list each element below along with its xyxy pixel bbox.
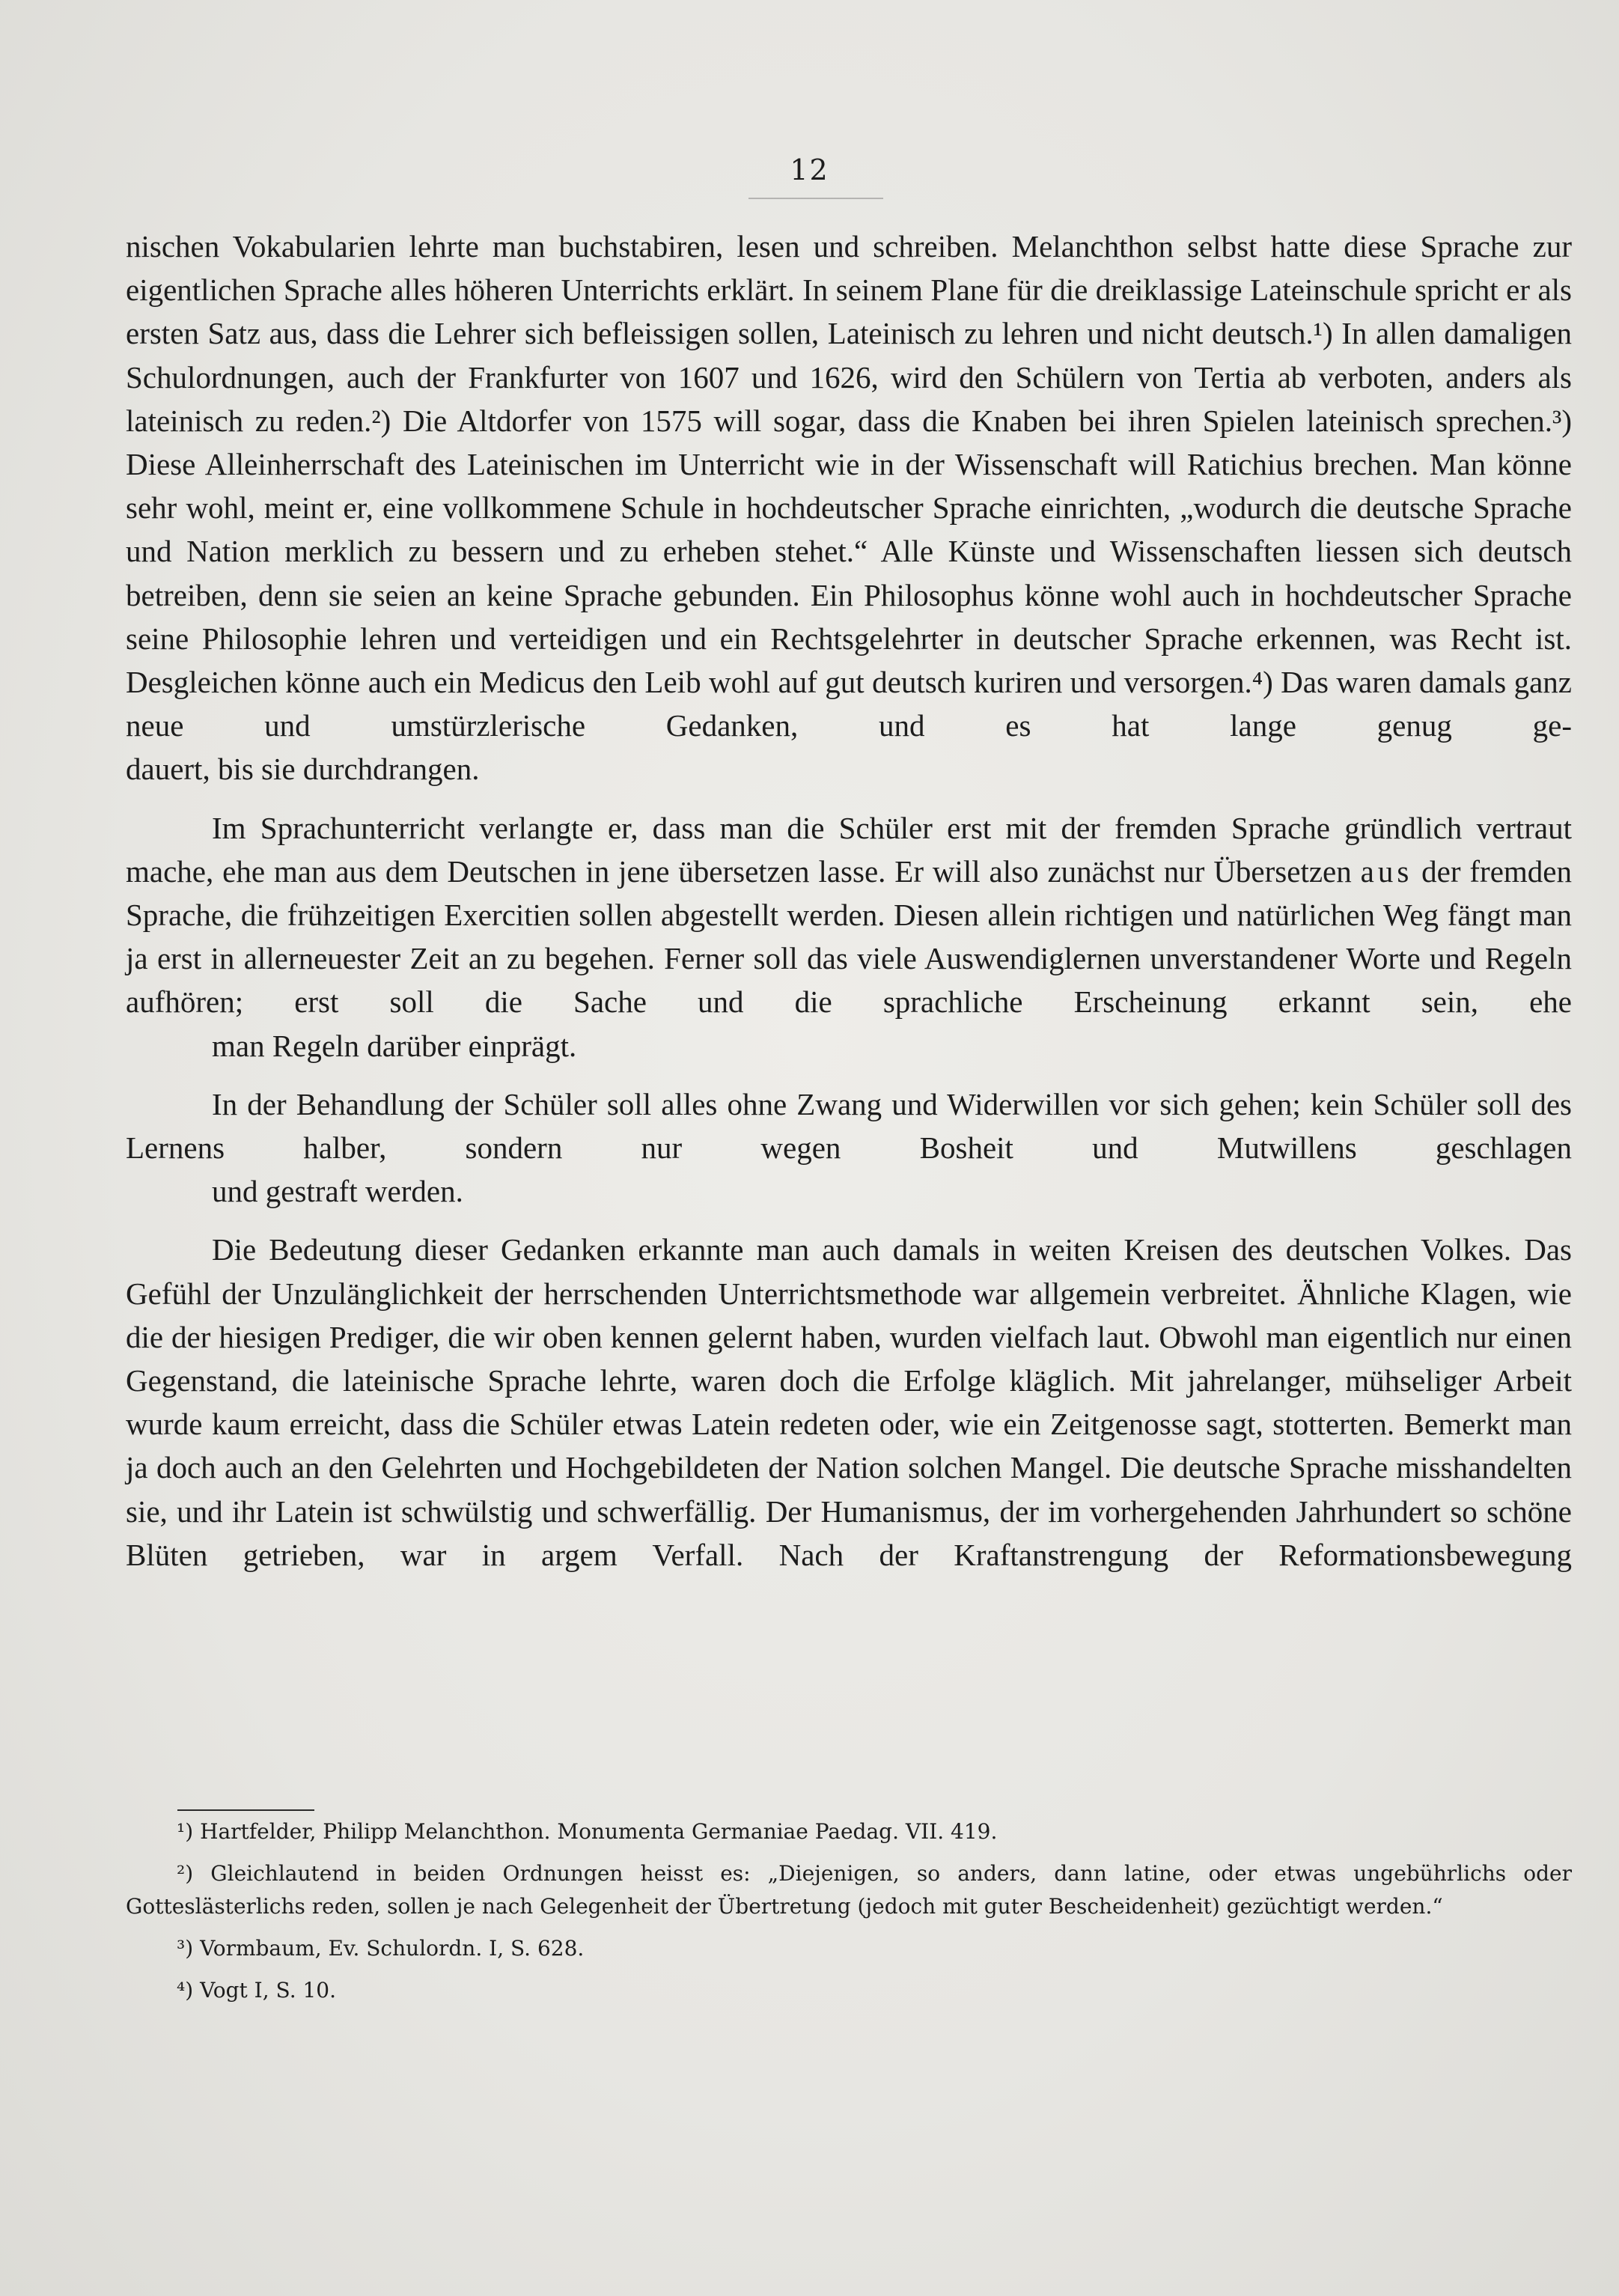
footnote-separator	[177, 1809, 314, 1811]
footnote-2-mark: ²)	[177, 1861, 194, 1886]
paragraph-4	[126, 1228, 1572, 1577]
paragraph-3-last-line: und gestraft werden.	[212, 1174, 463, 1209]
page-number: 12	[790, 153, 829, 186]
main-text	[126, 225, 1572, 1577]
paragraph-2-text-a: Im Sprachunterricht verlangte er, dass man die Schüler erst mit der fremden Sprache gründlich vertraut mache, ehe man aus dem Deutschen in jene übersetzen lasse. Er will also zunächst nur Übersetzen	[126, 810, 1572, 889]
paragraph-2-emphasis-aus: aus	[1360, 853, 1413, 889]
paragraph-1	[126, 225, 1572, 791]
footnote-1-mark: ¹)	[177, 1819, 194, 1844]
footnote-1	[126, 1815, 1572, 1848]
paragraph-4-text: Die Bedeutung dieser Gedanken erkannte man auch damals in weiten Kreisen des deutschen Volkes. Das Gefühl der Unzulänglichkeit der herrschenden Unterrichtsmethode war allgemein verbreitet. Ähnliche Klagen, wie die der hiesigen Prediger, die wir oben kennen gelernt haben, wurden vielfach laut. Obwohl man eigentlich nur einen Gegenstand, die lateinische Sprache lehrte, waren doch die Erfolge kläglich. Mit jahrelanger, mühseliger Arbeit wurde kaum erreicht, dass die Schüler etwas Latein redeten oder, wie ein Zeitgenosse sagt, stotterten. Bemerkt man ja doch auch an den Gelehrten und Hochgebildeten der Nation solchen Mangel. Die deutsche Sprache misshandelten sie, und ihr Latein ist schwülstig und schwerfällig. Der Humanismus, der im vorhergehenden Jahrhundert so schöne Blüten getrieben, war in argem Verfall. Nach der Kraftanstrengung der Reformationsbewegung	[126, 1232, 1572, 1572]
paragraph-2-last-line: man Regeln darüber einprägt.	[212, 1028, 577, 1063]
footnote-4	[126, 1974, 1572, 2007]
paragraph-1-last-line: dauert, bis sie durchdrangen.	[126, 752, 480, 787]
page-number-ornament	[748, 192, 883, 199]
footnotes	[126, 1815, 1572, 2016]
footnote-1-text: Hartfelder, Philipp Melanchthon. Monumenta Germaniae Paedag. VII. 419.	[200, 1819, 998, 1844]
paragraph-3	[126, 1082, 1572, 1214]
footnote-4-text: Vogt I, S. 10.	[200, 1978, 337, 2003]
paragraph-2-text-b: der fremden Sprache, die frühzeitigen Exercitien sollen abgestellt werden. Diesen allein richtigen und natürlichen Weg fängt man ja erst in allerneuester Zeit an zu begehen. Ferner soll das viele Auswendiglernen unverstandener Worte und Regeln aufhören; erst soll die Sache und die sprachliche Erscheinung erkannt sein, ehe	[126, 853, 1573, 1020]
footnote-3-mark: ³)	[177, 1936, 194, 1961]
paragraph-1-text: nischen Vokabularien lehrte man buchstabiren, lesen und schreiben. Melanchthon selbst hatte diese Sprache zur eigentlichen Sprache alles höheren Unterrichts erklärt. In seinem Plane für die dreiklassige Lateinschule spricht er als ersten Satz aus, dass die Lehrer sich befleissigen sollen, Lateinisch zu lehren und nicht deutsch.¹) In allen damaligen Schulordnungen, auch der Frankfurter von 1607 und 1626, wird den Schülern von Tertia ab verboten, anders als lateinisch zu reden.²) Die Altdorfer von 1575 will sogar, dass die Knaben bei ihren Spielen lateinisch sprechen.³) Diese Alleinherrschaft des Lateinischen im Unterricht wie in der Wissenschaft will Ratichius brechen. Man könne sehr wohl, meint er, eine vollkommene Schule in hochdeutscher Sprache einrichten, „wodurch die deutsche Sprache und Nation merklich zu bessern und zu erheben stehet.“ Alle Künste und Wissenschaften liessen sich deutsch betreiben, denn sie seien an keine Sprache gebunden. Ein Philosophus könne wohl auch in hochdeutscher Sprache seine Philosophie lehren und verteidigen und ein Rechtsgelehrter in deutscher Sprache erkennen, was Recht ist. Desgleichen könne auch ein Medicus den Leib wohl auf gut deutsch kuriren und versorgen.⁴) Das waren damals ganz neue und umstürzlerische Gedanken, und es hat lange genug ge-	[126, 229, 1572, 743]
footnote-2-text: Gleichlautend in beiden Ordnungen heisst es: „Diejenigen, so anders, dann latine, oder etwas ungebührlichs oder Gotteslästerlichs reden, sollen je nach Gelegenheit der Übertretung (jedoch mit guter Bescheidenheit) gezüchtigt werden.“	[126, 1861, 1573, 1919]
footnote-3-text: Vormbaum, Ev. Schulordn. I, S. 628.	[200, 1936, 585, 1961]
paragraph-3-text: In der Behandlung der Schüler soll alles ohne Zwang und Widerwillen vor sich gehen; kein Schüler soll des Lernens halber, sondern nur wegen Bosheit und Mutwillens geschlagen	[126, 1086, 1572, 1166]
footnote-2	[126, 1857, 1572, 1923]
paragraph-2	[126, 806, 1572, 1068]
footnote-3	[126, 1932, 1572, 1965]
footnote-4-mark: ⁴)	[177, 1978, 194, 2003]
